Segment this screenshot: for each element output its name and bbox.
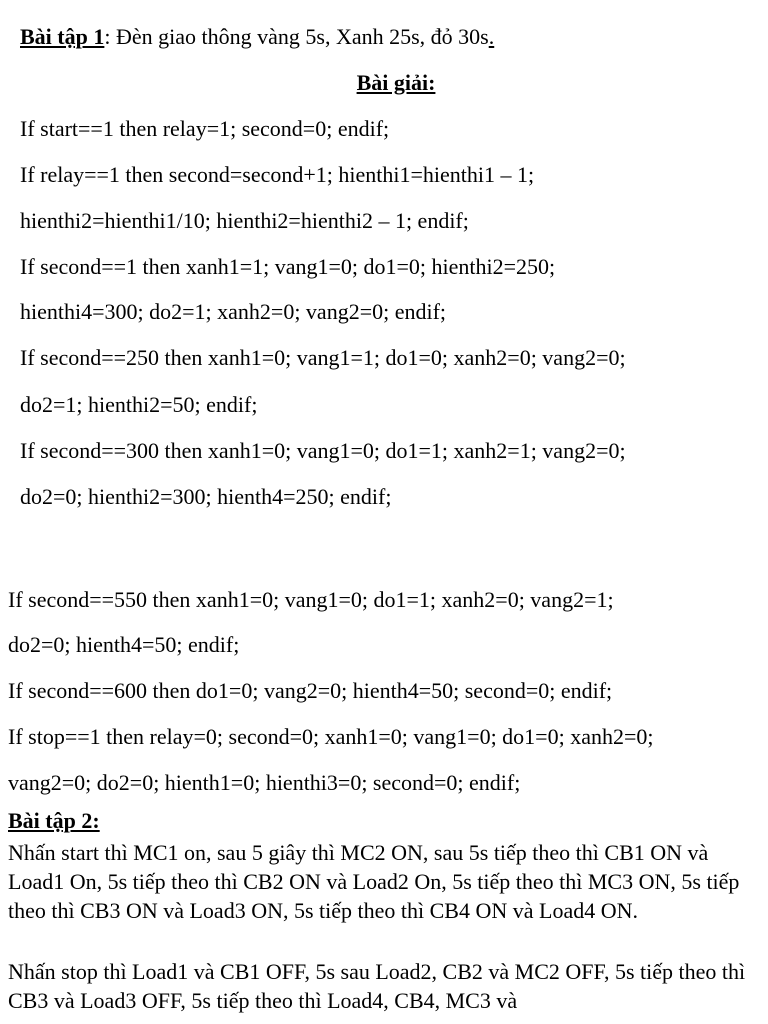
exercise1-title: [20, 24, 494, 50]
exercise1-title-period: .: [488, 24, 495, 49]
code-line: hienthi2=hienthi1/10; hienthi2=hienthi2 – 1; endif;: [20, 208, 469, 233]
exercise1-label: Bài tập 1: [20, 24, 105, 49]
code-line: If second==300 then xanh1=0; vang1=0; do1=1; xanh2=1; vang2=0;: [20, 438, 626, 463]
solution-heading: Bài giải:: [356, 70, 436, 95]
exercise1-title-text: : Đèn giao thông vàng 5s, Xanh 25s, đỏ 30s: [104, 24, 489, 49]
exercise2-label: Bài tập 2:: [8, 808, 100, 833]
code-line: If second==250 then xanh1=0; vang1=1; do1=0; xanh2=0; vang2=0;: [20, 345, 626, 370]
exercise2-paragraph-start: Nhấn start thì MC1 on, sau 5 giây thì MC2 ON, sau 5s tiếp theo thì CB1 ON và Load1 On, 5s tiếp theo thì CB2 ON và Load2 On, 5s tiếp theo thì MC3 ON, 5s tiếp theo thì CB3 ON và Load3 ON, 5s tiếp theo thì CB4 ON và Load4 ON.: [8, 840, 740, 923]
code-line: vang2=0; do2=0; hienth1=0; hienthi3=0; second=0; endif;: [8, 770, 521, 795]
code-line: do2=0; hienth4=50; endif;: [8, 632, 240, 657]
code-line: If start==1 then relay=1; second=0; endif;: [20, 116, 390, 141]
code-line: If second==1 then xanh1=1; vang1=0; do1=0; hienthi2=250;: [20, 254, 556, 279]
code-line: do2=0; hienthi2=300; hienth4=250; endif;: [20, 484, 392, 509]
code-line: If stop==1 then relay=0; second=0; xanh1=0; vang1=0; do1=0; xanh2=0;: [8, 724, 654, 749]
code-line: hienthi4=300; do2=1; xanh2=0; vang2=0; endif;: [20, 299, 447, 324]
code-line: If relay==1 then second=second+1; hienthi1=hienthi1 – 1;: [20, 162, 535, 187]
code-line: do2=1; hienthi2=50; endif;: [20, 392, 258, 417]
code-line: If second==600 then do1=0; vang2=0; hienth4=50; second=0; endif;: [8, 678, 613, 703]
exercise2-paragraph-stop: Nhấn stop thì Load1 và CB1 OFF, 5s sau Load2, CB2 và MC2 OFF, 5s tiếp theo thì CB3 và Load3 OFF, 5s tiếp theo thì Load4, CB4, MC3 và: [8, 959, 746, 1013]
code-line: If second==550 then xanh1=0; vang1=0; do1=1; xanh2=0; vang2=1;: [8, 587, 614, 612]
